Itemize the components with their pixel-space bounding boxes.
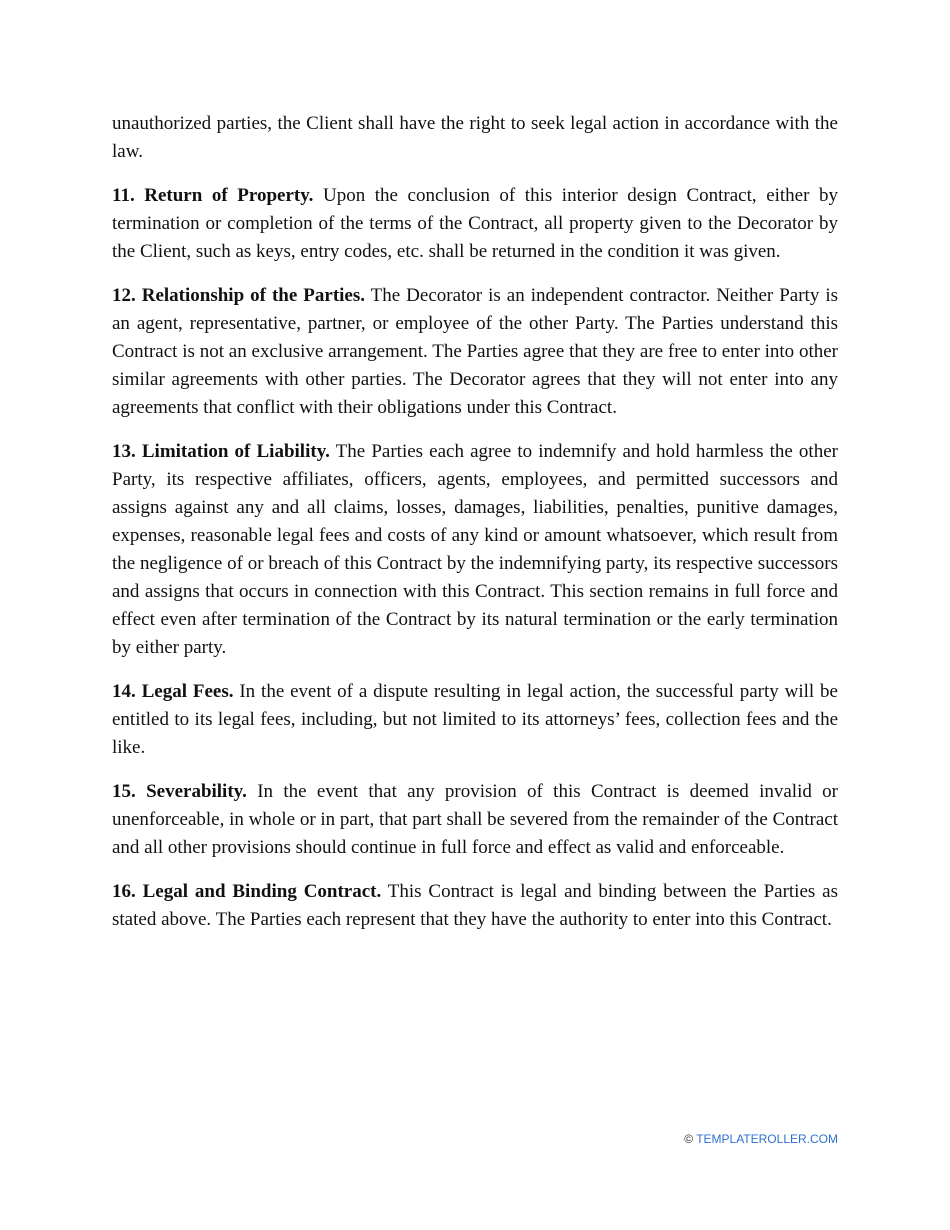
templateroller-link[interactable]: TEMPLATEROLLER.COM [696,1132,838,1146]
section-relationship-of-parties [112,282,838,422]
section-return-of-property [112,182,838,266]
document-body [112,110,838,950]
section-body: In the event that any provision of this Contract is deemed invalid or unenforceable, in whole or in part, that part shall be severed from the remainder of the Contract and all other provisions should continue in full force and effect as valid and enforceable. [112,781,838,858]
section-heading: 15. Severability. [112,781,247,802]
section-heading: 11. Return of Property. [112,185,314,206]
section-body: In the event of a dispute resulting in legal action, the successful party will be entitled to its legal fees, including, but not limited to its attorneys’ fees, collection fees and the like. [112,681,838,758]
section-body: This Contract is legal and binding between the Parties as stated above. The Parties each represent that they have the authority to enter into this Contract. [112,881,838,930]
section-body: The Parties each agree to indemnify and hold harmless the other Party, its respective affiliates, officers, agents, employees, and permitted successors and assigns against any and all claims, losses, damages, liabilities, penalties, punitive damages, expenses, reasonable legal fees and costs of any kind or amount whatsoever, which result from the negligence of or breach of this Contract by the indemnifying party, its respective successors and assigns that occurs in connection with this Contract. This section remains in full force and effect even after termination of the Contract by its natural termination or the early termination by either party. [112,441,838,658]
section-limitation-of-liability [112,438,838,662]
section-heading: 14. Legal Fees. [112,681,234,702]
section-body: Upon the conclusion of this interior design Contract, either by termination or completion of the terms of the Contract, all property given to the Decorator by the Client, such as keys, entry codes, etc. shall be returned in the condition it was given. [112,185,838,262]
copyright-symbol: © [684,1132,694,1146]
page-footer [684,1131,838,1147]
continuation-paragraph [112,110,838,166]
section-severability [112,778,838,862]
section-body: The Decorator is an independent contractor. Neither Party is an agent, representative, partner, or employee of the other Party. The Parties understand this Contract is not an exclusive arrangement. The Parties agree that they are free to enter into other similar agreements with other parties. The Decorator agrees that they will not enter into any agreements that conflict with their obligations under this Contract. [112,285,838,418]
section-legal-and-binding-contract [112,878,838,934]
section-heading: 12. Relationship of the Parties. [112,285,365,306]
section-heading: 13. Limitation of Liability. [112,441,330,462]
section-heading: 16. Legal and Binding Contract. [112,881,382,902]
continuation-text: unauthorized parties, the Client shall have the right to seek legal action in accordance with the law. [112,113,838,162]
section-legal-fees [112,678,838,762]
